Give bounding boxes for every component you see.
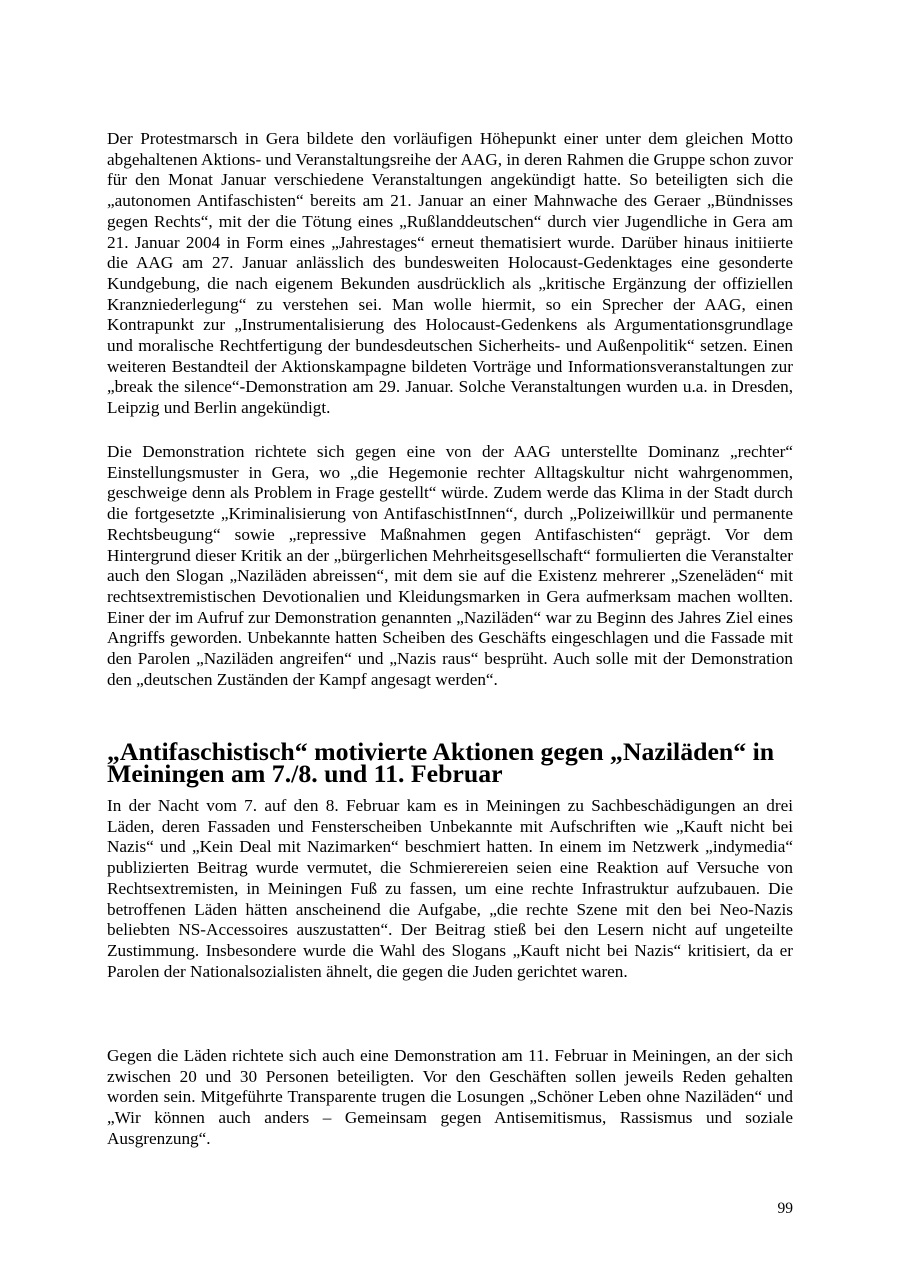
paragraph-meiningen-demonstration: Gegen die Läden richtete sich auch eine Demonstration am 11. Februar in Meiningen, an der sich zwischen 20 und 30 Personen beteiligten. Vor den Geschäften sollen jeweils Reden gehalten worden sein. Mitgeführte Transparente trugen die Losungen „Schöner Leben ohne Naziläden“ und „Wir können auch anders – Gemeinsam gegen Antisemitismus, Rassismus und soziale Ausgrenzung“. [107, 1046, 793, 1148]
section-heading-meiningen: „Antifaschistisch“ motivierte Aktionen gegen „Naziläden“ in Meiningen am 7./8. und 11. Februar [107, 737, 775, 788]
paragraph-demonstration-gera: Die Demonstration richtete sich gegen eine von der AAG unterstellte Dominanz „rechter“ Einstellungsmuster in Gera, wo „die Hegemonie rechter Alltagskultur nicht wahrgenommen, geschweige denn als Problem in Frage gestellt“ würde. Zudem werde das Klima in der Stadt durch die fortgesetzte „Kriminalisierung von AntifaschistInnen“, durch „Polizeiwillkür und permanente Rechtsbeugung“ sowie „repressive Maßnahmen gegen Antifaschisten“ geprägt. Vor dem Hintergrund dieser Kritik an der „bürgerlichen Mehrheitsgesellschaft“ formulierten die Veranstalter auch den Slogan „Naziläden abreissen“, mit dem sie auf die Existenz mehrerer „Szeneläden“ mit rechtsextremistischen Devotionalien und Kleidungsmarken in Gera aufmerksam machen wollten. Einer der im Aufruf zur Demonstration genannten „Naziläden“ war zu Beginn des Jahres Ziel eines Angriffs geworden. Unbekannte hatten Scheiben des Geschäfts eingeschlagen und die Fassade mit den Parolen „Naziläden angreifen“ und „Nazis raus“ besprüht. Auch solle mit der Demonstration den „deutschen Zuständen der Kampf angesagt werden“. [107, 442, 793, 689]
paragraph-protestmarsch-gera: Der Protestmarsch in Gera bildete den vorläufigen Höhepunkt einer unter dem gleichen Motto abgehaltenen Aktions- und Veranstaltungsreihe der AAG, in deren Rahmen die Gruppe schon zuvor für den Monat Januar verschiedene Veranstaltungen angekündigt hatte. So beteiligten sich die „autonomen Antifaschisten“ bereits am 21. Januar an einer Mahnwache des Geraer „Bündnisses gegen Rechts“, mit der die Tötung eines „Rußlanddeutschen“ durch vier Jugendliche in Gera am 21. Januar 2004 in Form eines „Jahrestages“ erneut thematisiert wurde. Darüber hinaus initiierte die AAG am 27. Januar anlässlich des bundesweiten Holocaust-Gedenktages eine gesonderte Kundgebung, die nach eigenem Bekunden ausdrücklich als „kritische Ergänzung der offiziellen Kranzniederlegung“ zu verstehen sei. Man wolle hiermit, so ein Sprecher der AAG, einen Kontrapunkt zur „Instrumentalisierung des Holocaust-Gedenkens als Argumentationsgrundlage und moralische Rechtfertigung der bundesdeutschen Sicherheits- und Außenpolitik“ setzen. Einen weiteren Bestandteil der Aktionskampagne bildeten Vorträge und Informationsveranstaltungen zur „break the silence“-Demonstration am 29. Januar. Solche Veranstaltungen wurden u.a. in Dresden, Leipzig und Berlin angekündigt. [107, 129, 793, 418]
page-number: 99 [777, 1200, 793, 1217]
paragraph-meiningen-sachbeschaedigungen: In der Nacht vom 7. auf den 8. Februar kam es in Meiningen zu Sachbeschädigungen an drei Läden, deren Fassaden und Fensterscheiben Unbekannte mit Aufschriften wie „Kauft nicht bei Nazis“ und „Kein Deal mit Nazimarken“ beschmiert hatten. In einem im Netzwerk „indymedia“ publizierten Beitrag wurde vermutet, die Schmierereien seien eine Reaktion auf Versuche von Rechtsextremisten, in Meiningen Fuß zu fassen, um eine rechte Infrastruktur aufzubauen. Die betroffenen Läden hätten anscheinend die Aufgabe, „die rechte Szene mit den bei Neo-Nazis beliebten NS-Accessoires auszustatten“. Der Beitrag stieß bei den Lesern nicht auf ungeteilte Zustimmung. Insbesondere wurde die Wahl des Slogans „Kauft nicht bei Nazis“ kritisiert, da er Parolen der Nationalsozialisten ähnelt, die gegen die Juden gerichtet waren. [107, 796, 793, 981]
